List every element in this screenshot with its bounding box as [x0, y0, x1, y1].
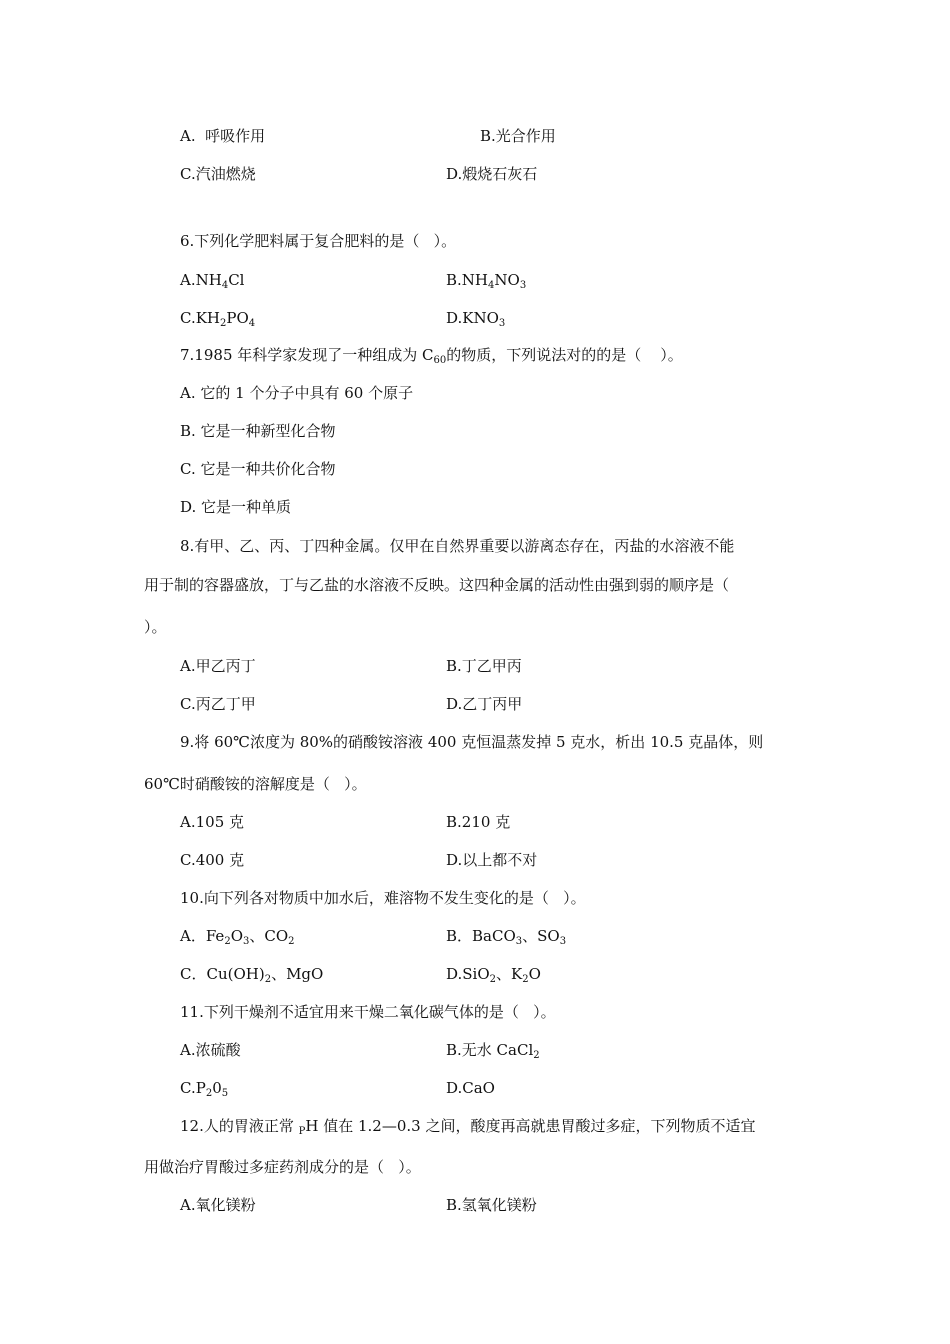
q7-option-d: D. 它是一种单质: [180, 498, 292, 516]
q10-option-b: B．BaCO$_3$、$SO_3$: [446, 927, 567, 947]
q12-option-a: A.氧化镁粉: [180, 1196, 256, 1214]
q7-option-b: B. 它是一种新型化合物: [180, 422, 336, 440]
q6-option-b: $B.NH_4NO_3$: [446, 271, 527, 291]
q12-option-b: B.氢氧化镁粉: [446, 1196, 537, 1214]
q5-option-b: B.光合作用: [480, 127, 556, 145]
q8-stem-line2: 用于制的容器盛放，丁与乙盐的水溶液不反映。这四种金属的活动性由强到弱的顺序是（: [144, 576, 730, 594]
q7-option-c: C. 它是一种共价化合物: [180, 460, 336, 478]
q11-option-c: $C.P_20_5$: [180, 1079, 229, 1099]
q9-option-a: A.105 克: [180, 813, 244, 831]
q8-stem-line1: 8.有甲、乙、丙、丁四种金属。仅甲在自然界重要以游离态存在，丙盐的水溶液不能: [180, 537, 735, 555]
q9-option-d: D.以上都不对: [446, 851, 538, 869]
q10-option-a: A．$Fe_2O_3$、$CO_2$: [180, 927, 295, 947]
q8-option-d: D.乙丁丙甲: [446, 695, 523, 713]
q6-option-d: $D.KNO_3$: [446, 309, 506, 329]
q8-stem-line3: ）。: [144, 618, 167, 636]
q7-option-a: A. 它的 1 个分子中具有 60 个原子: [180, 384, 414, 402]
q6-stem: 6.下列化学肥料属于复合肥料的是（ ）。: [180, 232, 457, 250]
q10-option-d: D.SiO$_2$、$K_2O$: [446, 965, 541, 985]
q9-stem-line1: 9.将 60℃浓度为 80%的硝酸铵溶液 400 克恒温蒸发掉 5 克水，析出 10.5 克晶体，则: [180, 733, 764, 751]
q10-stem: 10.向下列各对物质中加水后，难溶物不发生变化的是（ ）。: [180, 889, 586, 907]
q11-option-d: D.CaO: [446, 1079, 495, 1097]
q5-option-a: A. 呼吸作用: [180, 127, 266, 145]
q12-stem-line1: 12.人的胃液正常 $_P$H 值在 1.2—0.3 之间，酸度再高就患胃酸过多症，下列物质不适宜: [180, 1117, 756, 1137]
q5-option-d: D.煅烧石灰石: [446, 165, 538, 183]
q8-option-c: C.丙乙丁甲: [180, 695, 256, 713]
q8-option-a: A.甲乙丙丁: [180, 657, 256, 675]
q11-option-a: A.浓硫酸: [180, 1041, 241, 1059]
q11-stem: 11.下列干燥剂不适宜用来干燥二氧化碳气体的是（ ）。: [180, 1003, 556, 1021]
q12-stem-line2: 用做治疗胃酸过多症药剂成分的是（ ）。: [144, 1158, 421, 1176]
q11-option-b: B.无水 CaCl$_2$: [446, 1041, 540, 1061]
q7-stem: 7.1985 年科学家发现了一种组成为 $C_{60}$的物质，下列说法对的的是（ ）。: [180, 346, 683, 366]
q10-option-c: C．$Cu(OH)_2$、MgO: [180, 965, 324, 985]
q9-option-b: B.210 克: [446, 813, 511, 831]
q9-stem-line2: 60℃时硝酸铵的溶解度是（ ）。: [144, 775, 367, 793]
q9-option-c: C.400 克: [180, 851, 245, 869]
q8-option-b: B.丁乙甲丙: [446, 657, 522, 675]
q6-option-c: $C.KH_2PO_4$: [180, 309, 256, 329]
q5-option-c: C.汽油燃烧: [180, 165, 256, 183]
q6-option-a: $A.NH_4Cl$: [180, 271, 245, 291]
